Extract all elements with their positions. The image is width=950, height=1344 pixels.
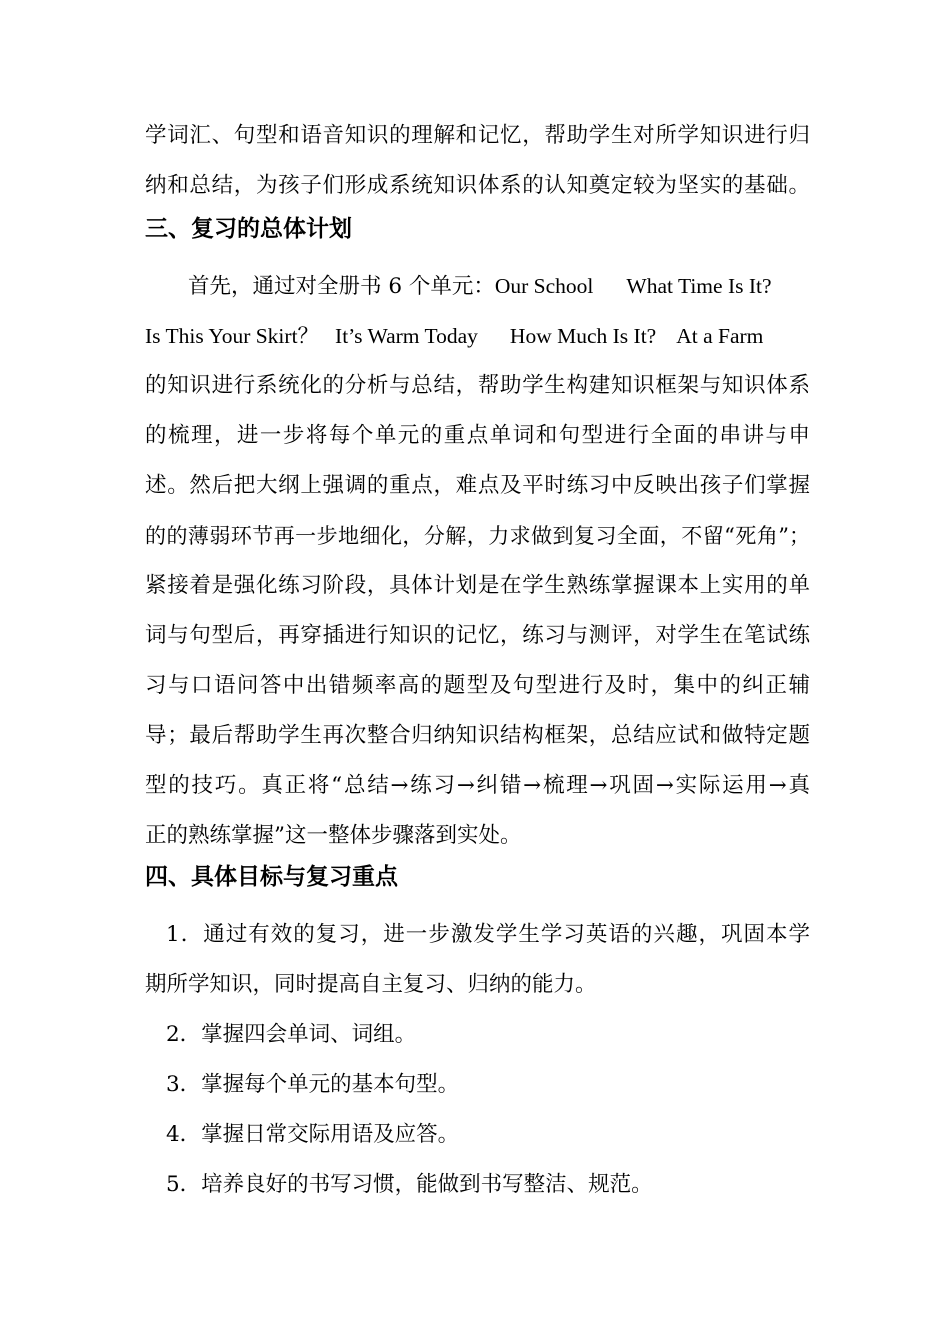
section-3-line: 正的熟练掌握”这一整体步骤落到实处。 — [145, 823, 522, 848]
section-3-line: 习与口语问答中出错频率高的题型及句型进行及时，集中的纠正辅 — [145, 673, 810, 698]
intro-line-2: 纳和总结，为孩子们形成系统知识体系的认知奠定较为坚实的基础。 — [145, 173, 810, 198]
section-3-line: 词与句型后，再穿插进行知识的记忆，练习与测评，对学生在笔试练 — [145, 623, 810, 648]
intro-line-1: 学词汇、句型和语音知识的理解和记忆，帮助学生对所学知识进行归 — [145, 123, 810, 148]
section-3-line: 型的技巧。真正将“总结→练习→纠错→梳理→巩固→实际运用→真 — [145, 773, 810, 798]
section-3-line: 述。然后把大纲上强调的重点，难点及平时练习中反映出孩子们掌握 — [145, 473, 810, 498]
section-3-line: 的梳理，进一步将每个单元的重点单词和句型进行全面的串讲与申 — [145, 423, 810, 448]
unit-title: It’s Warm Today — [335, 324, 478, 348]
goal-item-2: 2．掌握四会单词、词组。 — [166, 1022, 417, 1047]
goal-item-3: 3．掌握每个单元的基本句型。 — [166, 1072, 460, 1097]
goal-item-1-line-2: 期所学知识，同时提高自主复习、归纳的能力。 — [145, 972, 597, 997]
section-3-line: 导；最后帮助学生再次整合归纳知识结构框架，总结应试和做特定题 — [145, 723, 810, 748]
unit-title: Our School — [494, 274, 594, 298]
section-3-units-line — [145, 321, 810, 352]
section-3-line: 的的薄弱环节再一步地细化，分解，力求做到复习全面，不留“死角”； — [145, 524, 810, 548]
unit-title: At a Farm — [676, 324, 764, 348]
section-3-lead: 首先，通过对全册书 6 个单元： — [188, 274, 495, 299]
section-3-lead-line — [188, 271, 810, 302]
section-3-heading: 三、复习的总体计划 — [145, 216, 352, 242]
goal-item-1-line-1: 1．通过有效的复习，进一步激发学生学习英语的兴趣，巩固本学 — [166, 922, 810, 947]
goal-item-5: 5．培养良好的书写习惯，能做到书写整洁、规范。 — [166, 1172, 653, 1197]
section-3-line: 紧接着是强化练习阶段，具体计划是在学生熟练掌握课本上实用的单 — [145, 573, 810, 598]
section-3-line: 的知识进行系统化的分析与总结，帮助学生构建知识框架与知识体系 — [145, 373, 810, 398]
section-4-heading: 四、具体目标与复习重点 — [145, 864, 398, 890]
unit-title: How Much Is It? — [509, 324, 657, 348]
unit-title: What Time Is It? — [626, 274, 772, 298]
goal-item-4: 4．掌握日常交际用语及应答。 — [166, 1122, 460, 1147]
unit-title: Is This Your Skirt？ — [145, 324, 320, 348]
